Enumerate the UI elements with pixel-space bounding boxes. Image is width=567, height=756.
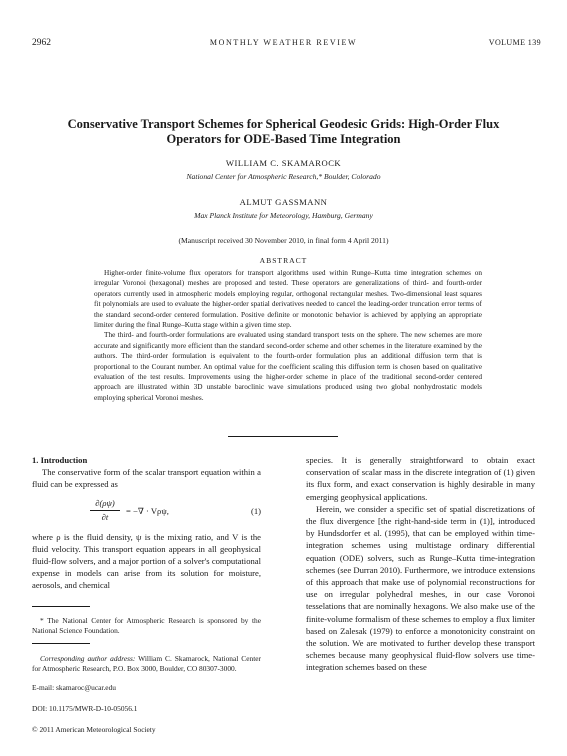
author-2-affiliation: Max Planck Institute for Meteorology, Hamburg, Germany	[194, 211, 373, 220]
equation-denominator: ∂t	[101, 512, 109, 523]
equation-fraction	[90, 498, 120, 523]
author-1-name: WILLIAM C. SKAMAROCK	[225, 158, 342, 168]
abstract-divider	[228, 436, 338, 437]
left-column	[32, 454, 261, 592]
abstract-paragraph-2: The third- and fourth-order formulations are evaluated using standard transport tests on the sphere. The new schemes are more accurate and significantly more efficient than the standard second-order scheme and other schemes in the literature examined by the authors. The third-order formulation is equivalent to the fourth-order formulation plus an additional diffusion term that is proportional to the Courant number. An optimal value for the coefficient scaling this diffusion term is chosen based on qualitative evaluation of the test results. Improvements using the higher-order scheme in place of the traditional second-order centered approach are illustrated within 3D unstable baroclinic wave simulations produced using two global nonhydrostatic models employing spherical Voronoi meshes.	[94, 330, 482, 402]
intro-paragraph-3: species. It is generally straightforward to obtain exact conservation of scalar mass in the discrete integration of (1) given its flux form, and exact conservation is highly desirable in many emerging geophysical applications.	[306, 455, 535, 502]
fraction-bar	[90, 510, 120, 511]
footnote-divider-2	[32, 643, 90, 644]
footnote-divider	[32, 606, 90, 607]
intro-paragraph-2: where ρ is the fluid density, ψ is the mixing ratio, and V is the fluid velocity. This transport equation appears in all geophysical fluid-flow solvers, and a major portion of a solver's computational expense in models can arise from its solution for moisture, aerosols, and chemical	[32, 531, 261, 591]
journal-name: MONTHLY WEATHER REVIEW	[209, 38, 358, 47]
equation-numerator: ∂(ρψ)	[95, 498, 115, 509]
intro-paragraph-1: The conservative form of the scalar transport equation within a fluid can be expressed as	[32, 467, 261, 490]
corresponding-label: Corresponding author address:	[40, 654, 136, 663]
manuscript-note: (Manuscript received 30 November 2010, in final form 4 April 2011)	[178, 236, 389, 245]
author-1-affiliation: National Center for Atmospheric Research,* Boulder, Colorado	[186, 172, 381, 181]
corresponding-author	[32, 654, 261, 673]
intro-paragraph-4: Herein, we consider a specific set of spatial discretizations of the flux divergence [the right-hand-side term in (1)], introduced by Hundsdorfer et al. (1995), that can be employed within time-integration schemes using multistage ordinary differential equation (ODE) solvers, such as Runge–Kutta time-integration schemes (see Durran 2010). Furthermore, we introduce extensions of this approach that make use of polynomial reconstructions for use on irregular polyhedral meshes, in our case Voronoi tesselations that are nominally hexagons. We also make use of the finite-volume formalism of these schemes to employ a flux limiter based on Zalesak (1979) to enforce a monotonicity constraint on the solution. We are motivated to further develop these transport schemes because many geophysical fluid-flow solvers use time-integration schemes based on these	[306, 503, 535, 673]
copyright: © 2011 American Meteorological Society	[32, 725, 156, 734]
equation-1	[32, 497, 261, 525]
footnote-ncar: * The National Center for Atmospheric Research is sponsored by the National Science Foundation.	[32, 616, 261, 635]
right-column	[306, 454, 535, 674]
section-heading: 1. Introduction	[32, 455, 88, 465]
author-2-name: ALMUT GASSMANN	[239, 197, 328, 207]
page-number: 2962	[32, 38, 51, 48]
paper-title: Conservative Transport Schemes for Spherical Geodesic Grids: High-Order Flux Operators for ODE-Based Time Integration	[67, 117, 500, 146]
volume-label: VOLUME 139	[488, 38, 541, 47]
corresponding-email: E-mail: skamaroc@ucar.edu	[32, 683, 116, 692]
corresponding-address: William C. Skamarock, National Center for Atmospheric Research, P.O. Box 3000, Boulder, CO 80307-3000.	[32, 654, 261, 673]
abstract-paragraph-1: Higher-order finite-volume flux operators for transport algorithms used within Runge–Kutta time integration schemes on irregular Voronoi (hexagonal) meshes are proposed and tested. These operators are generalizations of third- and fourth-order operators currently used in atmospheric models employing regular, orthogonal rectangular meshes. Two-dimensional least squares fit polynomials are used to evaluate the higher-order spatial derivatives needed to cancel the leading-order truncation error terms of the standard second-order centered formulation. Positive definite or monotonic behavior is achieved by applying an appropriate limiter during the final Runge–Kutta stage within a given time step.	[94, 268, 482, 330]
equation-rhs: = −∇ · Vρψ,	[126, 505, 169, 516]
abstract	[94, 268, 482, 403]
equation-number: (1)	[250, 505, 261, 516]
doi: DOI: 10.1175/MWR-D-10-05056.1	[32, 704, 138, 713]
abstract-heading: ABSTRACT	[259, 256, 308, 265]
